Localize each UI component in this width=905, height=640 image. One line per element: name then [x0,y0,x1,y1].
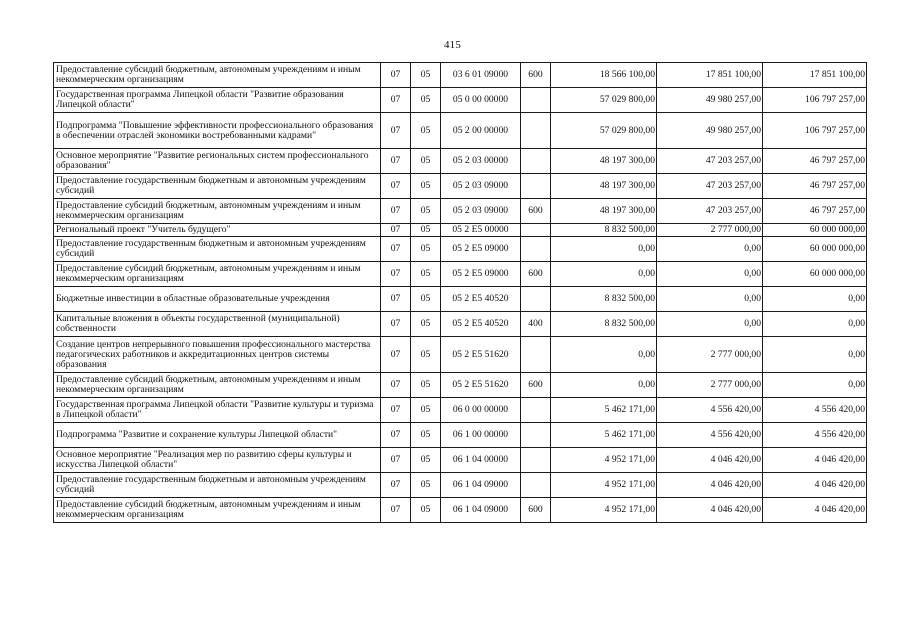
item-name: Капитальные вложения в объекты государственной (муниципальной) собственности [54,312,381,337]
table-row [54,224,867,237]
expense-type-code [521,337,551,373]
table-row [54,398,867,423]
amount-year-3: 60 000 000,00 [763,224,867,237]
amount-year-1: 8 832 500,00 [551,224,657,237]
amount-year-2: 0,00 [657,287,763,312]
target-article-code: 05 2 E5 40520 [441,287,521,312]
amount-year-3: 46 797 257,00 [763,199,867,224]
item-name: Подпрограмма "Повышение эффективности профессионального образования в обеспечении отраслей экономики востребованными кадрами" [54,113,381,149]
amount-year-1: 8 832 500,00 [551,312,657,337]
amount-year-1: 5 462 171,00 [551,398,657,423]
target-article-code: 05 2 E5 51620 [441,373,521,398]
table-row [54,113,867,149]
subsection-code: 05 [411,448,441,473]
amount-year-1: 48 197 300,00 [551,199,657,224]
target-article-code: 06 1 04 00000 [441,448,521,473]
item-name: Государственная программа Липецкой области "Развитие культуры и туризма в Липецкой области" [54,398,381,423]
table-row [54,473,867,498]
subsection-code: 05 [411,423,441,448]
amount-year-2: 4 046 420,00 [657,473,763,498]
expense-type-code [521,473,551,498]
target-article-code: 06 0 00 00000 [441,398,521,423]
amount-year-2: 47 203 257,00 [657,149,763,174]
item-name: Предоставление государственным бюджетным и автономным учреждениям субсидий [54,473,381,498]
section-code: 07 [381,473,411,498]
amount-year-2: 0,00 [657,262,763,287]
amount-year-3: 0,00 [763,337,867,373]
subsection-code: 05 [411,237,441,262]
amount-year-1: 0,00 [551,337,657,373]
amount-year-3: 4 046 420,00 [763,498,867,523]
table-row [54,237,867,262]
amount-year-1: 8 832 500,00 [551,287,657,312]
subsection-code: 05 [411,473,441,498]
subsection-code: 05 [411,337,441,373]
target-article-code: 03 6 01 09000 [441,63,521,88]
table-row [54,88,867,113]
table-row [54,149,867,174]
expense-type-code [521,113,551,149]
amount-year-1: 18 566 100,00 [551,63,657,88]
table-row [54,423,867,448]
amount-year-1: 0,00 [551,373,657,398]
amount-year-2: 2 777 000,00 [657,373,763,398]
amount-year-1: 4 952 171,00 [551,473,657,498]
subsection-code: 05 [411,113,441,149]
amount-year-3: 106 797 257,00 [763,88,867,113]
amount-year-3: 60 000 000,00 [763,237,867,262]
section-code: 07 [381,224,411,237]
amount-year-3: 4 046 420,00 [763,473,867,498]
expense-type-code [521,398,551,423]
target-article-code: 05 2 E5 09000 [441,237,521,262]
table-row [54,174,867,199]
table-row [54,63,867,88]
table-row [54,373,867,398]
target-article-code: 05 0 00 00000 [441,88,521,113]
expense-type-code: 600 [521,199,551,224]
expense-type-code: 600 [521,63,551,88]
amount-year-2: 2 777 000,00 [657,337,763,373]
amount-year-1: 4 952 171,00 [551,448,657,473]
item-name: Бюджетные инвестиции в областные образовательные учреждения [54,287,381,312]
subsection-code: 05 [411,63,441,88]
expense-type-code [521,448,551,473]
table-row [54,312,867,337]
expense-type-code [521,149,551,174]
subsection-code: 05 [411,149,441,174]
expense-type-code [521,287,551,312]
amount-year-3: 60 000 000,00 [763,262,867,287]
amount-year-1: 48 197 300,00 [551,149,657,174]
target-article-code: 06 1 04 09000 [441,498,521,523]
section-code: 07 [381,149,411,174]
expense-type-code [521,174,551,199]
section-code: 07 [381,423,411,448]
table-row [54,498,867,523]
amount-year-1: 0,00 [551,237,657,262]
item-name: Подпрограмма "Развитие и сохранение культуры Липецкой области" [54,423,381,448]
expense-type-code: 600 [521,373,551,398]
subsection-code: 05 [411,174,441,199]
item-name: Предоставление субсидий бюджетным, автономным учреждениям и иным некоммерческим организациям [54,63,381,88]
amount-year-2: 47 203 257,00 [657,199,763,224]
target-article-code: 05 2 E5 00000 [441,224,521,237]
amount-year-2: 4 556 420,00 [657,398,763,423]
table-row [54,262,867,287]
subsection-code: 05 [411,262,441,287]
item-name: Региональный проект "Учитель будущего" [54,224,381,237]
section-code: 07 [381,174,411,199]
subsection-code: 05 [411,88,441,113]
section-code: 07 [381,337,411,373]
section-code: 07 [381,88,411,113]
section-code: 07 [381,287,411,312]
amount-year-3: 17 851 100,00 [763,63,867,88]
expense-type-code [521,224,551,237]
amount-year-2: 2 777 000,00 [657,224,763,237]
expense-type-code [521,423,551,448]
amount-year-3: 4 556 420,00 [763,398,867,423]
item-name: Предоставление государственным бюджетным и автономным учреждениям субсидий [54,174,381,199]
section-code: 07 [381,498,411,523]
item-name: Предоставление субсидий бюджетным, автономным учреждениям и иным некоммерческим организациям [54,373,381,398]
expense-type-code: 400 [521,312,551,337]
subsection-code: 05 [411,312,441,337]
subsection-code: 05 [411,287,441,312]
table-row [54,448,867,473]
amount-year-2: 0,00 [657,237,763,262]
amount-year-2: 0,00 [657,312,763,337]
target-article-code: 05 2 00 00000 [441,113,521,149]
target-article-code: 06 1 04 09000 [441,473,521,498]
subsection-code: 05 [411,498,441,523]
section-code: 07 [381,448,411,473]
amount-year-3: 46 797 257,00 [763,149,867,174]
expense-type-code: 600 [521,498,551,523]
subsection-code: 05 [411,398,441,423]
amount-year-2: 49 980 257,00 [657,113,763,149]
item-name: Основное мероприятие "Реализация мер по развитию сферы культуры и искусства Липецкой области" [54,448,381,473]
expense-type-code [521,237,551,262]
target-article-code: 05 2 E5 09000 [441,262,521,287]
target-article-code: 06 1 00 00000 [441,423,521,448]
amount-year-3: 106 797 257,00 [763,113,867,149]
subsection-code: 05 [411,224,441,237]
table-row [54,199,867,224]
section-code: 07 [381,262,411,287]
subsection-code: 05 [411,373,441,398]
amount-year-2: 17 851 100,00 [657,63,763,88]
amount-year-2: 49 980 257,00 [657,88,763,113]
amount-year-3: 4 046 420,00 [763,448,867,473]
section-code: 07 [381,63,411,88]
target-article-code: 05 2 E5 40520 [441,312,521,337]
amount-year-3: 4 556 420,00 [763,423,867,448]
section-code: 07 [381,113,411,149]
amount-year-1: 57 029 800,00 [551,88,657,113]
item-name: Предоставление субсидий бюджетным, автономным учреждениям и иным некоммерческим организациям [54,262,381,287]
item-name: Предоставление субсидий бюджетным, автономным учреждениям и иным некоммерческим организациям [54,498,381,523]
amount-year-2: 47 203 257,00 [657,174,763,199]
item-name: Предоставление субсидий бюджетным, автономным учреждениям и иным некоммерческим организациям [54,199,381,224]
section-code: 07 [381,199,411,224]
section-code: 07 [381,373,411,398]
section-code: 07 [381,237,411,262]
target-article-code: 05 2 E5 51620 [441,337,521,373]
section-code: 07 [381,312,411,337]
budget-table [53,62,867,523]
page-number: 415 [443,39,462,51]
table-row [54,287,867,312]
amount-year-1: 0,00 [551,262,657,287]
target-article-code: 05 2 03 09000 [441,174,521,199]
target-article-code: 05 2 03 00000 [441,149,521,174]
amount-year-1: 57 029 800,00 [551,113,657,149]
amount-year-2: 4 046 420,00 [657,448,763,473]
amount-year-3: 46 797 257,00 [763,174,867,199]
amount-year-1: 4 952 171,00 [551,498,657,523]
amount-year-3: 0,00 [763,373,867,398]
amount-year-3: 0,00 [763,312,867,337]
subsection-code: 05 [411,199,441,224]
amount-year-2: 4 046 420,00 [657,498,763,523]
item-name: Создание центров непрерывного повышения профессионального мастерства педагогических работников и аккредитационных центров системы образования [54,337,381,373]
item-name: Основное мероприятие "Развитие региональных систем профессионального образования" [54,149,381,174]
section-code: 07 [381,398,411,423]
amount-year-1: 48 197 300,00 [551,174,657,199]
item-name: Государственная программа Липецкой области "Развитие образования Липецкой области" [54,88,381,113]
expense-type-code [521,88,551,113]
amount-year-2: 4 556 420,00 [657,423,763,448]
expense-type-code: 600 [521,262,551,287]
amount-year-1: 5 462 171,00 [551,423,657,448]
item-name: Предоставление государственным бюджетным и автономным учреждениям субсидий [54,237,381,262]
target-article-code: 05 2 03 09000 [441,199,521,224]
table-row [54,337,867,373]
amount-year-3: 0,00 [763,287,867,312]
